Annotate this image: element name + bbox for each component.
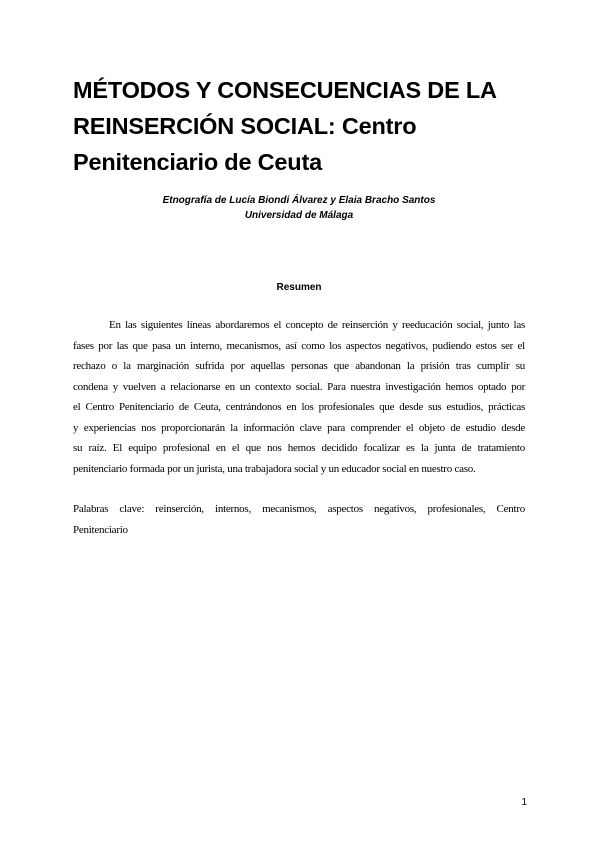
abstract-line: fases por las que pasa un interno, mecanismos, así como los aspectos negativos, pudiendo estos ser el	[73, 339, 525, 352]
abstract-line: el Centro Penitenciario de Ceuta, centrándonos en los profesionales que desde sus estudios, prácticas	[73, 401, 525, 413]
author-block	[73, 193, 525, 223]
abstract-line: su raíz. El equipo profesional en el que nos hemos decidido focalizar es la junta de tratamiento	[73, 442, 525, 454]
keywords-line: Palabras clave: reinserción, internos, mecanismos, aspectos negativos, profesionales, Centro	[73, 503, 525, 515]
keywords	[73, 499, 525, 540]
abstract-line: rechazo o la marginación sufrida por aquellas personas que abandonan la prisión tras cumplir su	[73, 360, 525, 372]
affiliation: Universidad de Málaga	[244, 210, 354, 221]
abstract-line: condena y vuelven a relacionarse en un contexto social. Para nuestra investigación hemos optado por	[73, 380, 525, 393]
abstract-body	[73, 315, 525, 479]
page-number: 1	[521, 797, 527, 808]
paper-title: MÉTODOS Y CONSECUENCIAS DE LA REINSERCIÓN SOCIAL: Centro Penitenciario de Ceuta	[73, 77, 496, 175]
abstract-line: y experiencias nos proporcionarán la información clave para comprender el objeto de estudio desde	[73, 421, 525, 434]
abstract-line: penitenciario formada por un jurista, una trabajadora social y un educador social en nuestro caso.	[73, 462, 476, 475]
abstract-heading: Resumen	[276, 282, 322, 293]
keywords-line: Penitenciario	[73, 523, 128, 536]
abstract-line: En las siguientes líneas abordaremos el concepto de reinserción y reeducación social, junto las	[109, 319, 525, 331]
authors-line: Etnografía de Lucía Biondi Álvarez y Elaia Bracho Santos	[162, 195, 436, 206]
